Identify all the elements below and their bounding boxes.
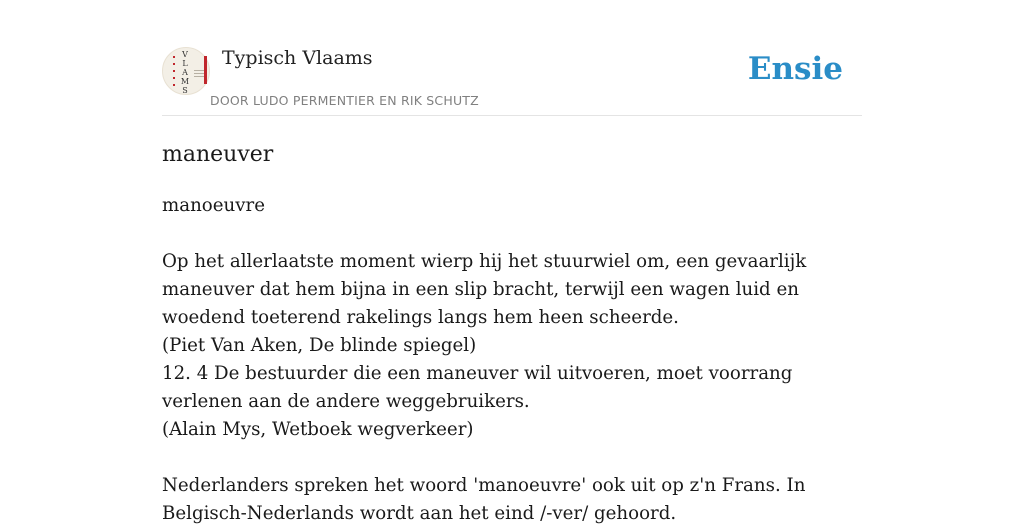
ensie-logo-link[interactable]: Ensie [747,51,843,87]
example-quote: 12. 4 De bestuurder die een maneuver wil uitvoeren, moet voorrang verlenen aan de andere weggebruikers. [162,363,793,412]
entry-body [162,192,862,528]
paragraph-gap [162,444,862,472]
paragraph-gap [162,220,862,248]
avatar-stripe-decoration [204,56,207,84]
entry-title: maneuver [162,142,274,167]
usage-note: Nederlanders spreken het woord 'manoeuvre' ook uit op z'n Frans. In Belgisch-Nederlands wordt aan het eind /-ver/ gehoord. [162,475,806,524]
entry-container [162,0,862,524]
avatar-letters: V L A M S [180,50,190,95]
avatar-dots-decoration [173,56,175,86]
publication-title[interactable]: Typisch Vlaams [222,47,373,69]
publication-authors: DOOR LUDO PERMENTIER EN RIK SCHUTZ [210,93,479,108]
example-quote: Op het allerlaatste moment wierp hij het stuurwiel om, een gevaarlijk maneuver dat hem bijna in een slip bracht, terwijl een wagen luid en woedend toeterend rakelings langs hem heen scheerde. [162,251,807,328]
entry-translation: manoeuvre [162,195,265,216]
publication-avatar[interactable] [162,47,210,95]
avatar-lines-decoration [194,70,204,78]
example-source: (Alain Mys, Wetboek wegverkeer) [162,419,474,440]
example-source: (Piet Van Aken, De blinde spiegel) [162,335,477,356]
publication-header [162,0,862,116]
